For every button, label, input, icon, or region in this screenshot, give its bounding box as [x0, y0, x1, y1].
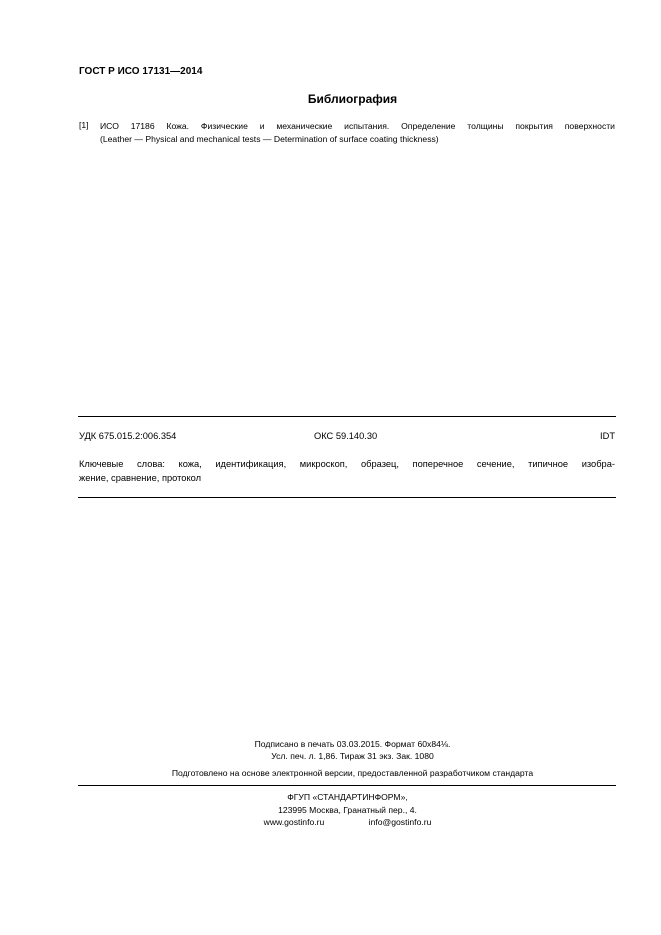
- reference-text-line-1: ИСО 17186 Кожа. Физические и механические испытания. Определение толщины покрытия поверхности: [100, 121, 615, 131]
- publisher-name: ФГУП «СТАНДАРТИНФОРМ»,: [287, 792, 408, 802]
- print-details: Усл. печ. л. 1,86. Тираж 31 экз. Зак. 1080: [271, 751, 434, 761]
- divider-middle: [78, 497, 616, 498]
- publisher-contacts: [0, 817, 661, 827]
- oks-code: ОКС 59.140.30: [314, 431, 378, 441]
- publisher-email-link[interactable]: info@gostinfo.ru: [368, 817, 432, 827]
- publisher-address: 123995 Москва, Гранатный пер., 4.: [278, 805, 417, 815]
- keywords-line-2: жение, сравнение, протокол: [79, 473, 202, 483]
- prepared-note: Подготовлено на основе электронной версии, предоставленной разработчиком стандарта: [171, 768, 534, 778]
- keywords: [79, 457, 615, 485]
- bibliography-title: Библиография: [307, 92, 398, 106]
- reference-text-line-2: (Leather — Physical and mechanical tests — Determination of surface coating thickness): [100, 133, 439, 144]
- reference-number: [1]: [79, 120, 89, 130]
- reference-text: [100, 120, 615, 145]
- standard-header: ГОСТ Р ИСО 17131—2014: [79, 66, 203, 77]
- udk-code: УДК 675.015.2:006.354: [79, 431, 177, 441]
- keywords-line-1: Ключевые слова: кожа, идентификация, микроскоп, образец, поперечное сечение, типичное изобра-: [79, 459, 615, 469]
- signed-for-print: Подписано в печать 03.03.2015. Формат 60х84⅛.: [254, 739, 451, 749]
- equivalence-degree: IDT: [600, 431, 615, 441]
- divider-footer: [78, 785, 616, 786]
- divider-top: [78, 416, 616, 417]
- publisher-website-link[interactable]: www.gostinfo.ru: [263, 817, 325, 827]
